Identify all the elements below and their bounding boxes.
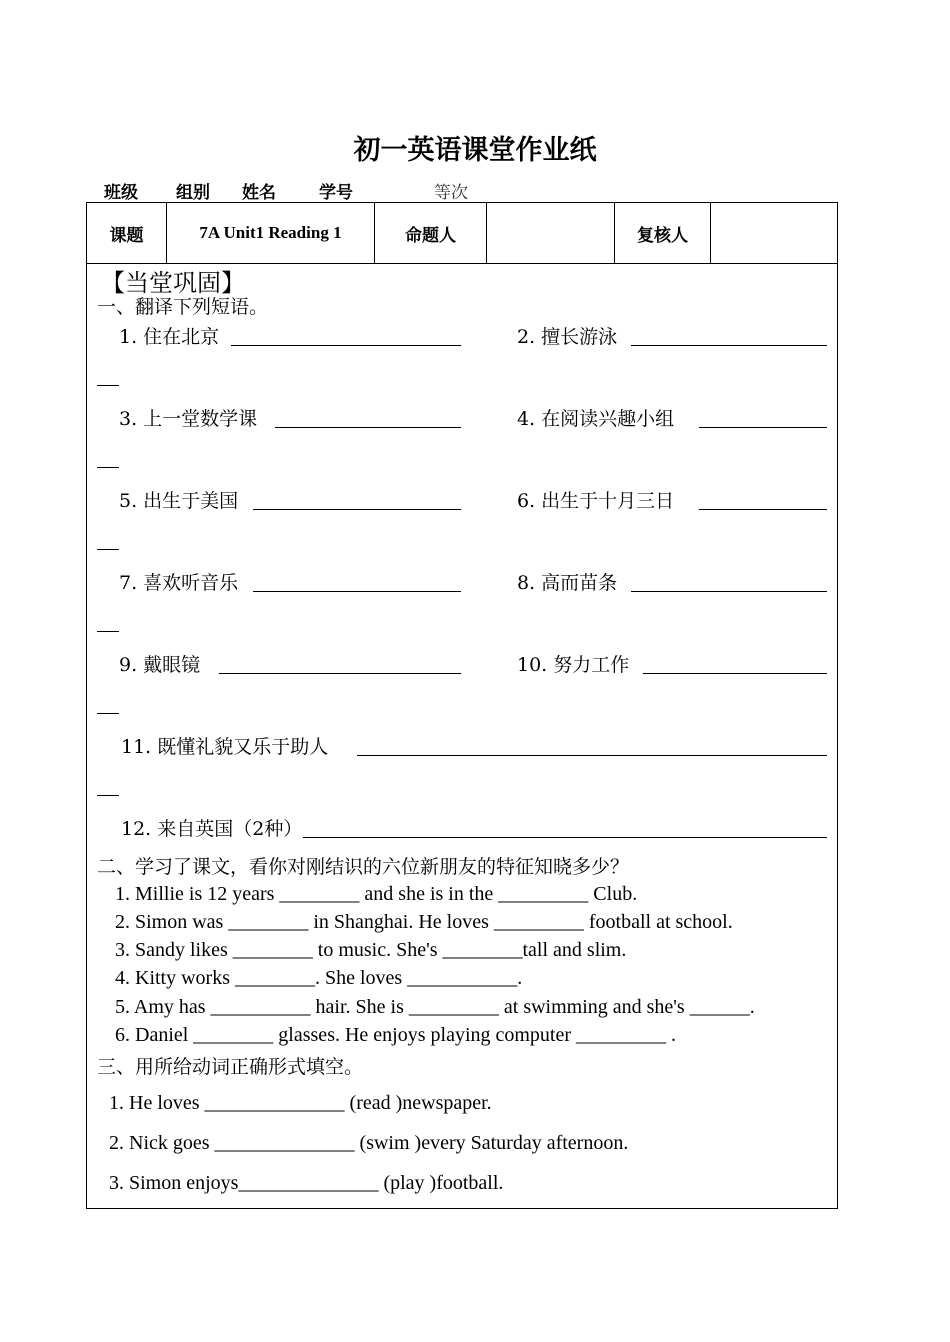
s1-dash-6 (97, 795, 119, 796)
group-label: 组别 (176, 183, 210, 203)
s1-answer-line-7[interactable] (253, 591, 461, 592)
s2-item-6: 6. Daniel ________ glasses. He enjoys playing computer _________ . (115, 1024, 677, 1046)
s2-item-4: 4. Kitty works ________. She loves ___________. (115, 967, 523, 989)
s1-item-9: 9. 戴眼镜 (119, 654, 201, 676)
s1-answer-line-6[interactable] (699, 509, 827, 510)
s2-item-2: 2. Simon was ________ in Shanghai. He loves _________ football at school. (115, 911, 733, 933)
s2-item-1: 1. Millie is 12 years ________ and she is in the _________ Club. (115, 883, 638, 905)
s1-item-2: 2. 擅长游泳 (517, 326, 618, 348)
page-title: 初一英语课堂作业纸 (353, 135, 597, 166)
s1-dash-5 (97, 713, 119, 714)
s1-item-5: 5. 出生于美国 (119, 490, 239, 512)
s1-item-4: 4. 在阅读兴趣小组 (517, 408, 675, 430)
setter-value[interactable] (487, 203, 615, 263)
s1-answer-line-4[interactable] (699, 427, 827, 428)
s1-dash-4 (97, 631, 119, 632)
s1-answer-line-1[interactable] (231, 345, 461, 346)
s1-answer-line-12[interactable] (303, 837, 827, 838)
s1-answer-line-5[interactable] (253, 509, 461, 510)
class-label: 班级 (104, 183, 138, 203)
section3-title: 三、用所给动词正确形式填空。 (97, 1056, 364, 1078)
s1-item-11: 11. 既懂礼貌又乐于助人 (121, 736, 329, 758)
s1-item-8: 8. 高而苗条 (517, 572, 618, 594)
section1-title: 一、翻译下列短语。 (97, 296, 269, 318)
setter-label: 命题人 (375, 203, 487, 263)
name-label: 姓名 (242, 183, 276, 203)
s1-item-10: 10. 努力工作 (517, 654, 630, 676)
grade-label: 等次 (434, 183, 468, 203)
s1-dash-1 (97, 385, 119, 386)
section2-title: 二、学习了课文，看你对刚结识的六位新朋友的特征知晓多少？ (97, 856, 630, 878)
topic-value: 7A Unit1 Reading 1 (167, 203, 375, 263)
s3-item-3: 3. Simon enjoys______________ (play )football. (109, 1172, 504, 1194)
reviewer-value[interactable] (711, 203, 837, 263)
s3-item-2: 2. Nick goes ______________ (swim )every Saturday afternoon. (109, 1132, 629, 1154)
s1-item-3: 3. 上一堂数学课 (119, 408, 258, 430)
s1-item-1: 1. 住在北京 (119, 326, 220, 348)
s2-item-5: 5. Amy has __________ hair. She is _________ at swimming and she's ______. (115, 996, 755, 1018)
s1-answer-line-10[interactable] (643, 673, 827, 674)
s1-dash-2 (97, 467, 119, 468)
s2-item-3: 3. Sandy likes ________ to music. She's ________tall and slim. (115, 939, 627, 961)
topic-label: 课题 (87, 203, 167, 263)
student-no-label: 学号 (319, 183, 353, 203)
worksheet-frame (86, 202, 838, 1209)
s1-answer-line-2[interactable] (631, 345, 827, 346)
header-table (87, 203, 837, 264)
s1-answer-line-8[interactable] (631, 591, 827, 592)
s1-answer-line-11[interactable] (357, 755, 827, 756)
s3-item-1: 1. He loves ______________ (read )newspaper. (109, 1092, 492, 1114)
s1-item-6: 6. 出生于十月三日 (517, 490, 675, 512)
s1-answer-line-3[interactable] (275, 427, 461, 428)
reviewer-label: 复核人 (615, 203, 711, 263)
section-heading-main: 【当堂巩固】 (101, 269, 245, 297)
s1-item-12: 12. 来自英国（2种） (121, 818, 303, 840)
s1-answer-line-9[interactable] (219, 673, 461, 674)
s1-item-7: 7. 喜欢听音乐 (119, 572, 239, 594)
s1-dash-3 (97, 549, 119, 550)
